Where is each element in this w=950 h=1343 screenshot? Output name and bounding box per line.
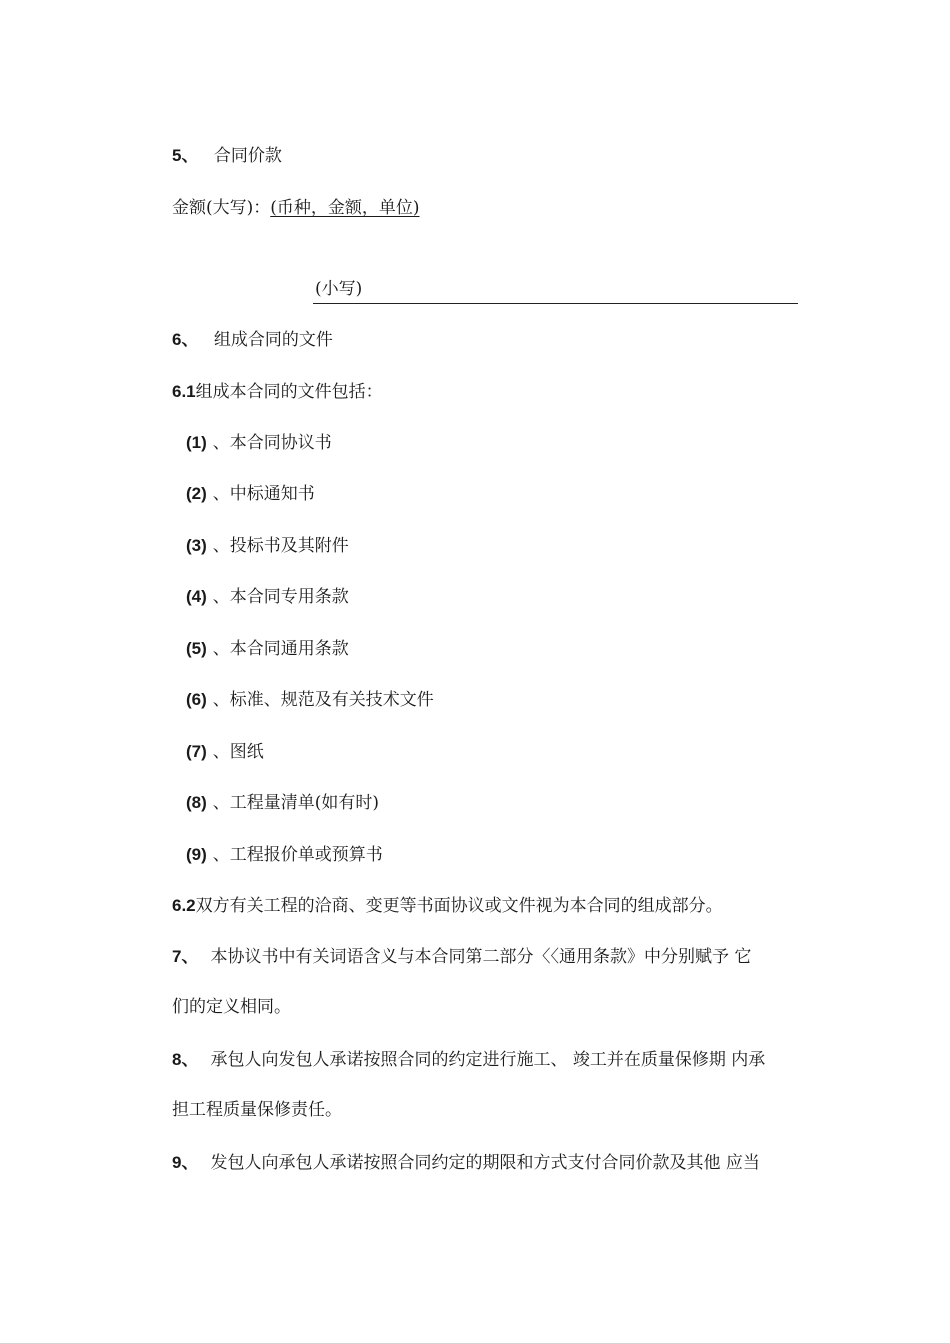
section-6-heading — [172, 329, 333, 351]
clause-number: 6.2 — [172, 896, 196, 915]
amount-label: 金额(大写)： — [172, 198, 271, 218]
item-text: 、工程量清单(如有时) — [212, 793, 380, 813]
section-number: 8、 — [172, 1050, 199, 1069]
item-text: 、标准、规范及有关技术文件 — [212, 690, 434, 710]
list-item — [186, 535, 349, 557]
clause-6-2 — [172, 895, 723, 917]
section-number: 6、 — [172, 330, 199, 349]
section-8-line-1 — [172, 1049, 765, 1071]
clause-text: 组成本合同的文件包括： — [195, 382, 383, 402]
item-text: 、工程报价单或预算书 — [212, 845, 383, 865]
amount-uppercase-row — [172, 197, 420, 219]
item-number: (1) — [186, 433, 207, 452]
section-number: 9、 — [172, 1153, 199, 1172]
section-8-line-2: 担工程质量保修责任。 — [172, 1100, 342, 1120]
clause-text: 双方有关工程的洽商、变更等书面协议或文件视为本合同的组成部分。 — [195, 896, 723, 916]
item-number: (7) — [186, 742, 207, 761]
item-text: 、中标通知书 — [212, 484, 315, 504]
section-text: 承包人向发包人承诺按照合同的约定进行施工、 竣工并在质量保修期 内承 — [210, 1050, 766, 1070]
section-number: 5、 — [172, 146, 199, 165]
item-text: 、本合同专用条款 — [212, 587, 349, 607]
section-5-heading — [172, 145, 282, 167]
list-item — [186, 586, 349, 608]
section-7-line-1 — [172, 946, 751, 968]
list-item — [186, 689, 434, 711]
item-number: (3) — [186, 536, 207, 555]
list-item — [186, 432, 332, 454]
list-item — [186, 638, 349, 660]
item-number: (8) — [186, 793, 207, 812]
section-7-line-2: 们的定义相同。 — [172, 997, 291, 1017]
list-item — [186, 741, 264, 763]
amount-value: (币种，金额，单位) — [270, 198, 420, 218]
amount-lowercase-underline — [313, 303, 798, 304]
item-text: 、本合同通用条款 — [212, 639, 349, 659]
item-number: (4) — [186, 587, 207, 606]
item-text: 、投标书及其附件 — [212, 536, 349, 556]
item-number: (6) — [186, 690, 207, 709]
item-text: 、本合同协议书 — [212, 433, 332, 453]
section-text: 发包人向承包人承诺按照合同约定的期限和方式支付合同价款及其他 应当 — [210, 1153, 760, 1173]
list-item — [186, 844, 383, 866]
amount-lowercase-label: (小写) — [315, 279, 363, 299]
list-item — [186, 483, 315, 505]
item-number: (5) — [186, 639, 207, 658]
item-text: 、图纸 — [212, 742, 264, 762]
section-title: 合同价款 — [213, 146, 282, 166]
clause-number: 6.1 — [172, 382, 196, 401]
list-item — [186, 792, 379, 814]
section-text: 本协议书中有关词语含义与本合同第二部分〈〈通用条款》中分别赋予 它 — [210, 947, 752, 967]
section-9-line-1 — [172, 1152, 760, 1174]
section-title: 组成合同的文件 — [213, 330, 333, 350]
clause-6-1 — [172, 381, 383, 403]
section-number: 7、 — [172, 947, 199, 966]
item-number: (9) — [186, 845, 207, 864]
item-number: (2) — [186, 484, 207, 503]
